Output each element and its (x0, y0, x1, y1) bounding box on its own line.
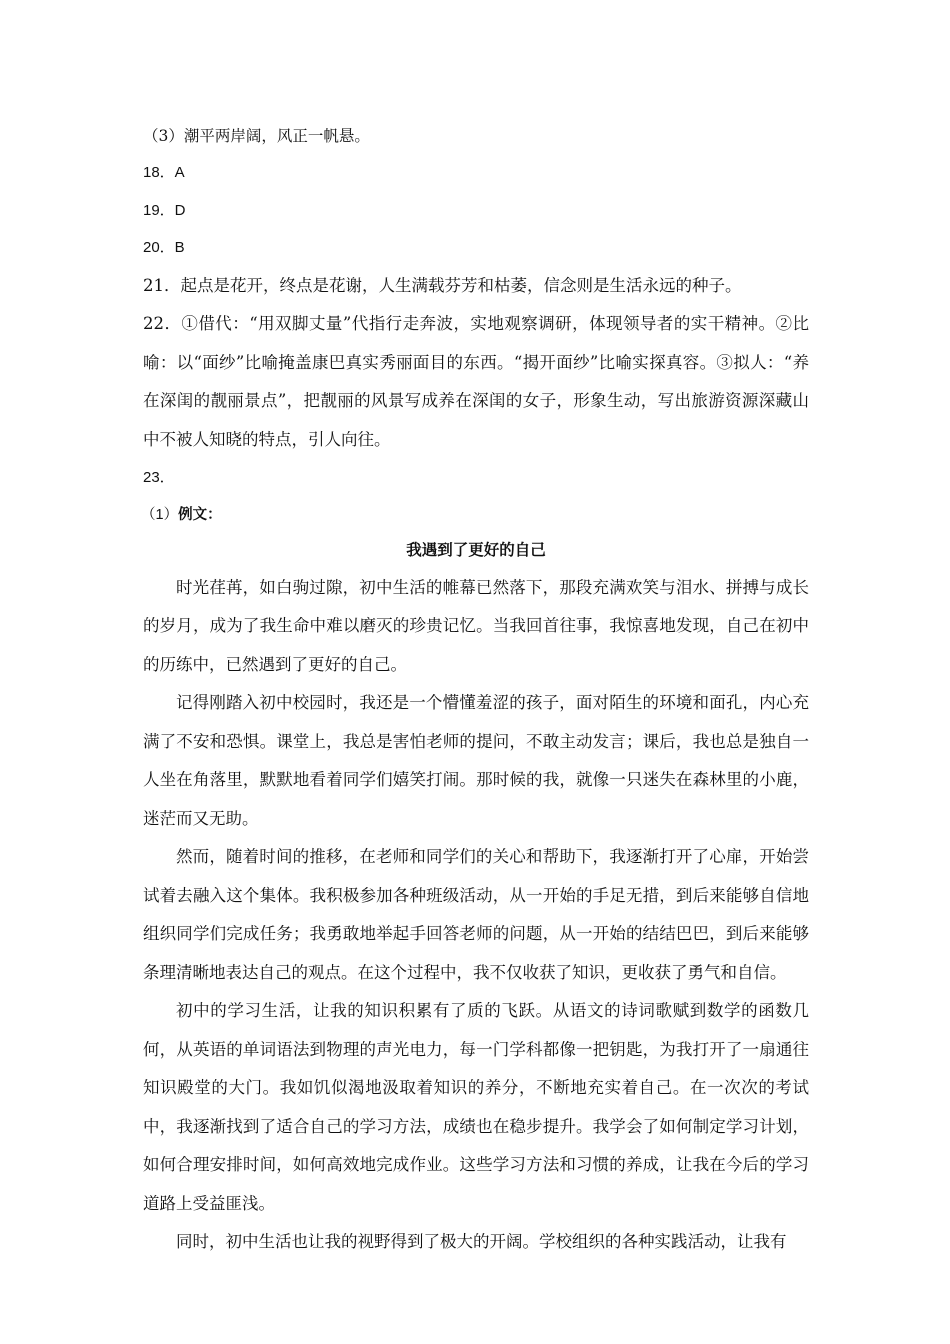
essay-label-bold: 例文： (178, 506, 222, 523)
document-content (143, 118, 809, 1262)
answer-21: 21．起点是花开，终点是花谢，人生满载芬芳和枯萎，信念则是生活永远的种子。 (143, 275, 742, 295)
essay-paragraph: 记得刚踏入初中校园时，我还是一个懵懂羞涩的孩子，面对陌生的环境和面孔，内心充满了不安和恐惧。课堂上，我总是害怕老师的提问，不敢主动发言；课后，我也总是独自一人坐在角落里，默默地看着同学们嬉笑打闹。那时候的我，就像一只迷失在森林里的小鹿，迷茫而又无助。 (143, 693, 809, 828)
essay-paragraph: 初中的学习生活，让我的知识积累有了质的飞跃。从语文的诗词歌赋到数学的函数几何，从英语的单词语法到物理的声光电力，每一门学科都像一把钥匙，为我打开了一扇通往知识殿堂的大门。我如饥似渴地汲取着知识的养分，不断地充实着自己。在一次次的考试中，我逐渐找到了适合自己的学习方法，成绩也在稳步提升。我学会了如何制定学习计划，如何合理安排时间，如何高效地完成作业。这些学习方法和习惯的养成，让我在今后的学习道路上受益匪浅。 (143, 1001, 809, 1213)
essay-label-prefix: （1） (141, 506, 179, 523)
essay-paragraph: 同时，初中生活也让我的视野得到了极大的开阔。学校组织的各种实践活动，让我有 (176, 1232, 787, 1251)
answer-19: 19．D (143, 201, 186, 219)
essay-title: 我遇到了更好的自己 (406, 541, 546, 559)
answer-22: 22．①借代：“用双脚丈量”代指行走奔波，实地观察调研，体现领导者的实干精神。②比喻：以“面纱”比喻掩盖康巴真实秀丽面目的东西。“揭开面纱”比喻实探真容。③拟人：“养在深闺的靓丽景点”，把靓丽的风景写成养在深闺的女子，形象生动，写出旅游资源深藏山中不被人知晓的特点，引人向往。 (143, 314, 809, 449)
essay-label (141, 497, 809, 533)
essay-paragraph: 然而，随着时间的推移，在老师和同学们的关心和帮助下，我逐渐打开了心扉，开始尝试着去融入这个集体。我积极参加各种班级活动，从一开始的手足无措，到后来能够自信地组织同学们完成任务；我勇敢地举起手回答老师的问题，从一开始的结结巴巴，到后来能够条理清晰地表达自己的观点。在这个过程中，我不仅收获了知识，更收获了勇气和自信。 (143, 847, 809, 982)
answer-23: 23． (143, 469, 175, 486)
answer-20: 20．B (143, 239, 185, 256)
essay-paragraph: 时光荏苒，如白驹过隙，初中生活的帷幕已然落下，那段充满欢笑与泪水、拼搏与成长的岁月，成为了我生命中难以磨灭的珍贵记忆。当我回首往事，我惊喜地发现，自己在初中的历练中，已然遇到了更好的自己。 (143, 577, 809, 674)
answer-17-3: （3）潮平两岸阔，风正一帆悬。 (143, 127, 370, 145)
answer-18: 18．A (143, 164, 185, 181)
